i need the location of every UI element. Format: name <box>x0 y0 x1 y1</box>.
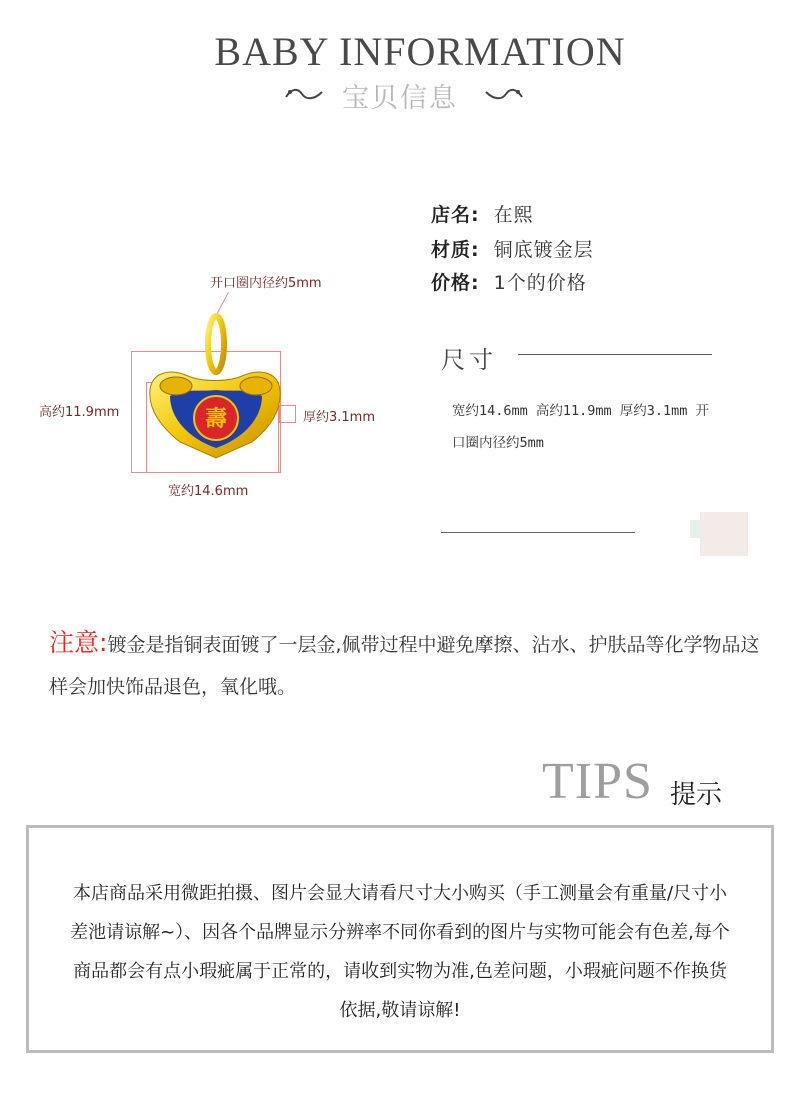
right-swirl-ornament-icon <box>482 86 524 102</box>
spec-row-price <box>431 268 587 295</box>
size-divider <box>518 354 712 355</box>
size-description: 宽约14.6mm 高约11.9mm 厚约3.1mm 开口圈内径约5mm <box>452 403 710 451</box>
spec-row-store <box>431 200 534 227</box>
tips-text: 本店商品采用微距拍摄、图片会显大请看尺寸大小购买（手工测量会有重量/尺寸小差池请谅解~）、因各个品牌显示分辨率不同你看到的图片与实物可能会有色差,每个商品都会有点小瑕疵属于正常的，请收到实物为准,色差问题，小瑕疵问题不作换货依据,敬请谅解! <box>70 883 730 1021</box>
spec-value: 铜底镀金层 <box>493 239 594 261</box>
size-heading: 尺寸 <box>441 346 497 374</box>
spec-key: 价格: <box>431 272 480 294</box>
section-divider <box>441 532 635 533</box>
height-label: 高约11.9mm <box>39 405 120 420</box>
thickness-label: 厚约3.1mm <box>303 410 376 425</box>
tips-title-en: TIPS <box>542 753 653 810</box>
decorative-block <box>700 512 748 556</box>
spec-row-material <box>431 235 594 262</box>
spec-value: 1个的价格 <box>493 272 587 294</box>
ring-diameter-label: 开口圈内径约5mm <box>210 276 322 291</box>
spec-key: 店名: <box>431 204 480 226</box>
notice-label: 注意: <box>49 628 108 657</box>
tips-box <box>26 825 774 1053</box>
spec-key: 材质: <box>431 239 480 261</box>
width-label: 宽约14.6mm <box>168 484 249 499</box>
page-title: BABY INFORMATION <box>214 29 626 74</box>
care-notice <box>49 622 769 708</box>
tips-title-cn: 提示 <box>670 780 723 810</box>
pendant-center-character: 壽 <box>204 407 228 432</box>
decorative-block <box>690 520 700 538</box>
gold-lock-pendant-image <box>140 310 290 470</box>
notice-text: 镀金是指铜表面镀了一层金,佩带过程中避免摩擦、沾水、护肤品等化学物品这样会加快饰品退色，氧化哦。 <box>49 634 760 698</box>
spec-value: 在熙 <box>493 204 534 226</box>
page-subtitle: 宝贝信息 <box>342 83 458 114</box>
